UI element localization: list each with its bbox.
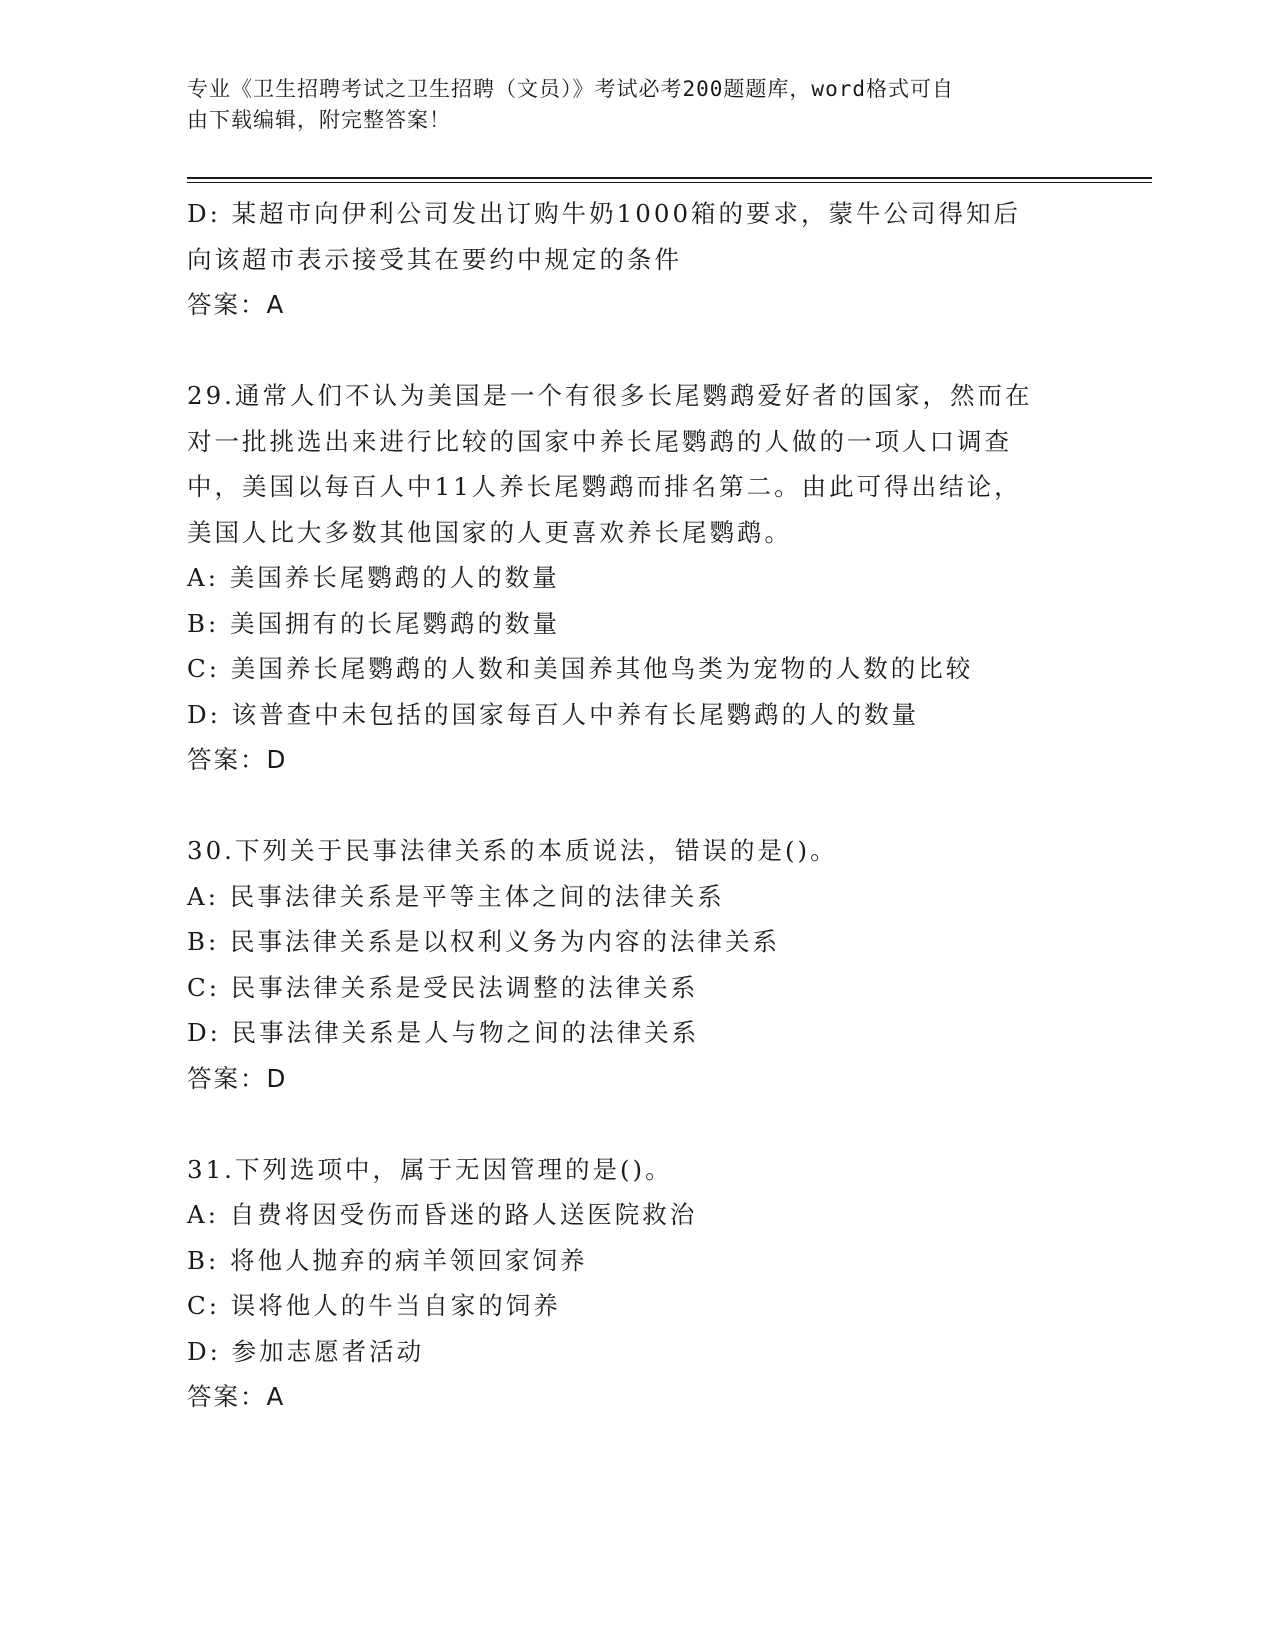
option-c: C: 误将他人的牛当自家的饲养 — [187, 1291, 561, 1320]
option-a: A: 美国养长尾鹦鹉的人的数量 — [187, 563, 560, 592]
spacer — [187, 328, 1087, 374]
question-stem-line-4: 美国人比大多数其他国家的人更喜欢养长尾鹦鹉。 — [187, 517, 792, 547]
spacer — [187, 783, 1087, 829]
question-stem-line-3: 中，美国以每百人中11人养长尾鹦鹉而排名第二。由此可得出结论， — [187, 472, 1022, 501]
answer-line: 答案：A — [187, 290, 286, 319]
option-d: D: 参加志愿者活动 — [187, 1336, 425, 1366]
header-divider-thin — [187, 182, 1152, 183]
option-b: B: 美国拥有的长尾鹦鹉的数量 — [187, 608, 561, 638]
option-d-line-1: D: 某超市向伊利公司发出订购牛奶1000箱的要求，蒙牛公司得知后 — [187, 199, 1022, 228]
answer-line: 答案：D — [187, 1063, 288, 1093]
document-header — [187, 74, 1067, 136]
option-a: A: 自费将因受伤而昏迷的路人送医院救治 — [187, 1200, 698, 1229]
option-d-line-2: 向该超市表示接受其在要约中规定的条件 — [187, 244, 682, 274]
question-stem-line-1: 29.通常人们不认为美国是一个有很多长尾鹦鹉爱好者的国家，然而在 — [187, 381, 1033, 410]
option-c: C: 民事法律关系是受民法调整的法律关系 — [187, 972, 699, 1002]
question-29 — [187, 373, 1087, 783]
question-31 — [187, 1147, 1087, 1420]
option-a: A: 民事法律关系是平等主体之间的法律关系 — [187, 881, 725, 911]
option-b: B: 民事法律关系是以权利义务为内容的法律关系 — [187, 927, 781, 956]
answer-line: 答案：A — [187, 1382, 286, 1411]
question-28-tail — [187, 191, 1087, 328]
answer-line: 答案：D — [187, 745, 288, 774]
option-c: C: 美国养长尾鹦鹉的人数和美国养其他鸟类为宠物的人数的比较 — [187, 654, 974, 683]
spacer — [187, 1101, 1087, 1147]
option-d: D: 民事法律关系是人与物之间的法律关系 — [187, 1018, 700, 1047]
option-b: B: 将他人抛弃的病羊领回家饲养 — [187, 1245, 588, 1275]
question-list — [187, 191, 1087, 1420]
question-stem: 31.下列选项中，属于无因管理的是()。 — [187, 1154, 673, 1184]
question-stem: 30.下列关于民事法律关系的本质说法，错误的是()。 — [187, 836, 838, 865]
header-line-1: 专业《卫生招聘考试之卫生招聘（文员）》考试必考200题题库，word格式可自 — [187, 77, 954, 101]
question-stem-line-2: 对一批挑选出来进行比较的国家中养长尾鹦鹉的人做的一项人口调查 — [187, 426, 1012, 456]
option-d: D: 该普查中未包括的国家每百人中养有长尾鹦鹉的人的数量 — [187, 699, 920, 729]
question-30 — [187, 828, 1087, 1101]
header-divider-thick — [187, 177, 1152, 179]
header-line-2: 由下载编辑，附完整答案！ — [187, 108, 451, 132]
